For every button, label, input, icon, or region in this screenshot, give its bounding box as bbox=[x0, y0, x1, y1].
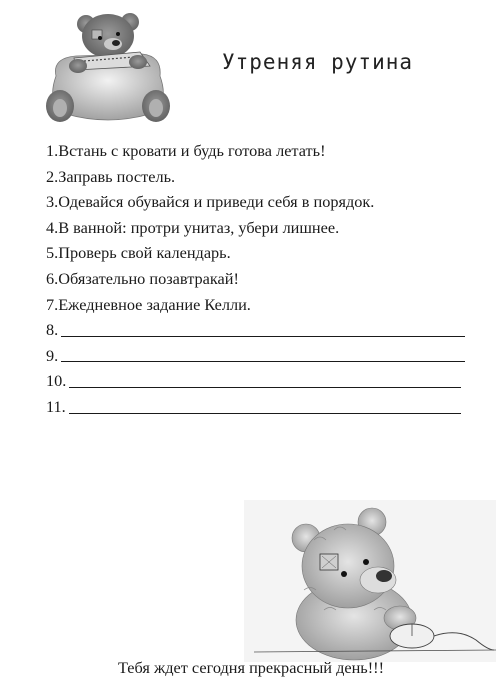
blank-fill-line bbox=[61, 335, 465, 337]
list-item bbox=[46, 215, 486, 241]
list-item-number: 9. bbox=[46, 345, 59, 365]
teddy-bear-mouse-illustration bbox=[244, 500, 496, 662]
teddy-bear-pillow-illustration bbox=[38, 6, 176, 126]
routine-list bbox=[46, 138, 486, 420]
list-item-text: Одевайся обувайся и приведи себя в порядок. bbox=[58, 192, 375, 212]
list-item-number: 1. bbox=[46, 141, 59, 160]
list-item bbox=[46, 266, 486, 292]
list-item-number: 4. bbox=[46, 217, 59, 237]
list-item-number: 11. bbox=[46, 396, 66, 416]
list-item-number: 2. bbox=[46, 166, 59, 186]
blank-fill-line bbox=[69, 386, 461, 388]
list-item bbox=[46, 164, 486, 190]
list-item-number: 6. bbox=[46, 268, 59, 288]
list-item-text: Ежедневное задание Келли. bbox=[58, 294, 251, 314]
list-item-number: 7. bbox=[46, 294, 59, 314]
list-item-text: Проверь свой календарь. bbox=[58, 243, 231, 263]
blank-fill-line bbox=[69, 412, 461, 414]
list-item bbox=[46, 343, 486, 369]
list-item-number: 5. bbox=[46, 243, 59, 263]
list-item-text: Встань с кровати и будь готова летать! bbox=[58, 141, 326, 160]
list-item bbox=[46, 394, 486, 420]
list-item-text: Заправь постель. bbox=[58, 166, 176, 186]
list-item-text: В ванной: протри унитаз, убери лишнее. bbox=[58, 217, 340, 237]
blank-fill-line bbox=[61, 360, 465, 362]
page-title: Утреняя рутина bbox=[222, 50, 414, 74]
list-item bbox=[46, 189, 486, 215]
list-item bbox=[46, 138, 486, 164]
list-item-number: 8. bbox=[46, 320, 59, 340]
list-item bbox=[46, 240, 486, 266]
footer-message: Тебя ждет сегодня прекрасный день!!! bbox=[117, 658, 385, 677]
list-item bbox=[46, 292, 486, 318]
list-item-text: Обязательно позавтракай! bbox=[58, 268, 239, 288]
list-item bbox=[46, 317, 486, 343]
list-item-number: 3. bbox=[46, 192, 59, 212]
list-item-number: 10. bbox=[46, 371, 67, 391]
list-item bbox=[46, 368, 486, 394]
